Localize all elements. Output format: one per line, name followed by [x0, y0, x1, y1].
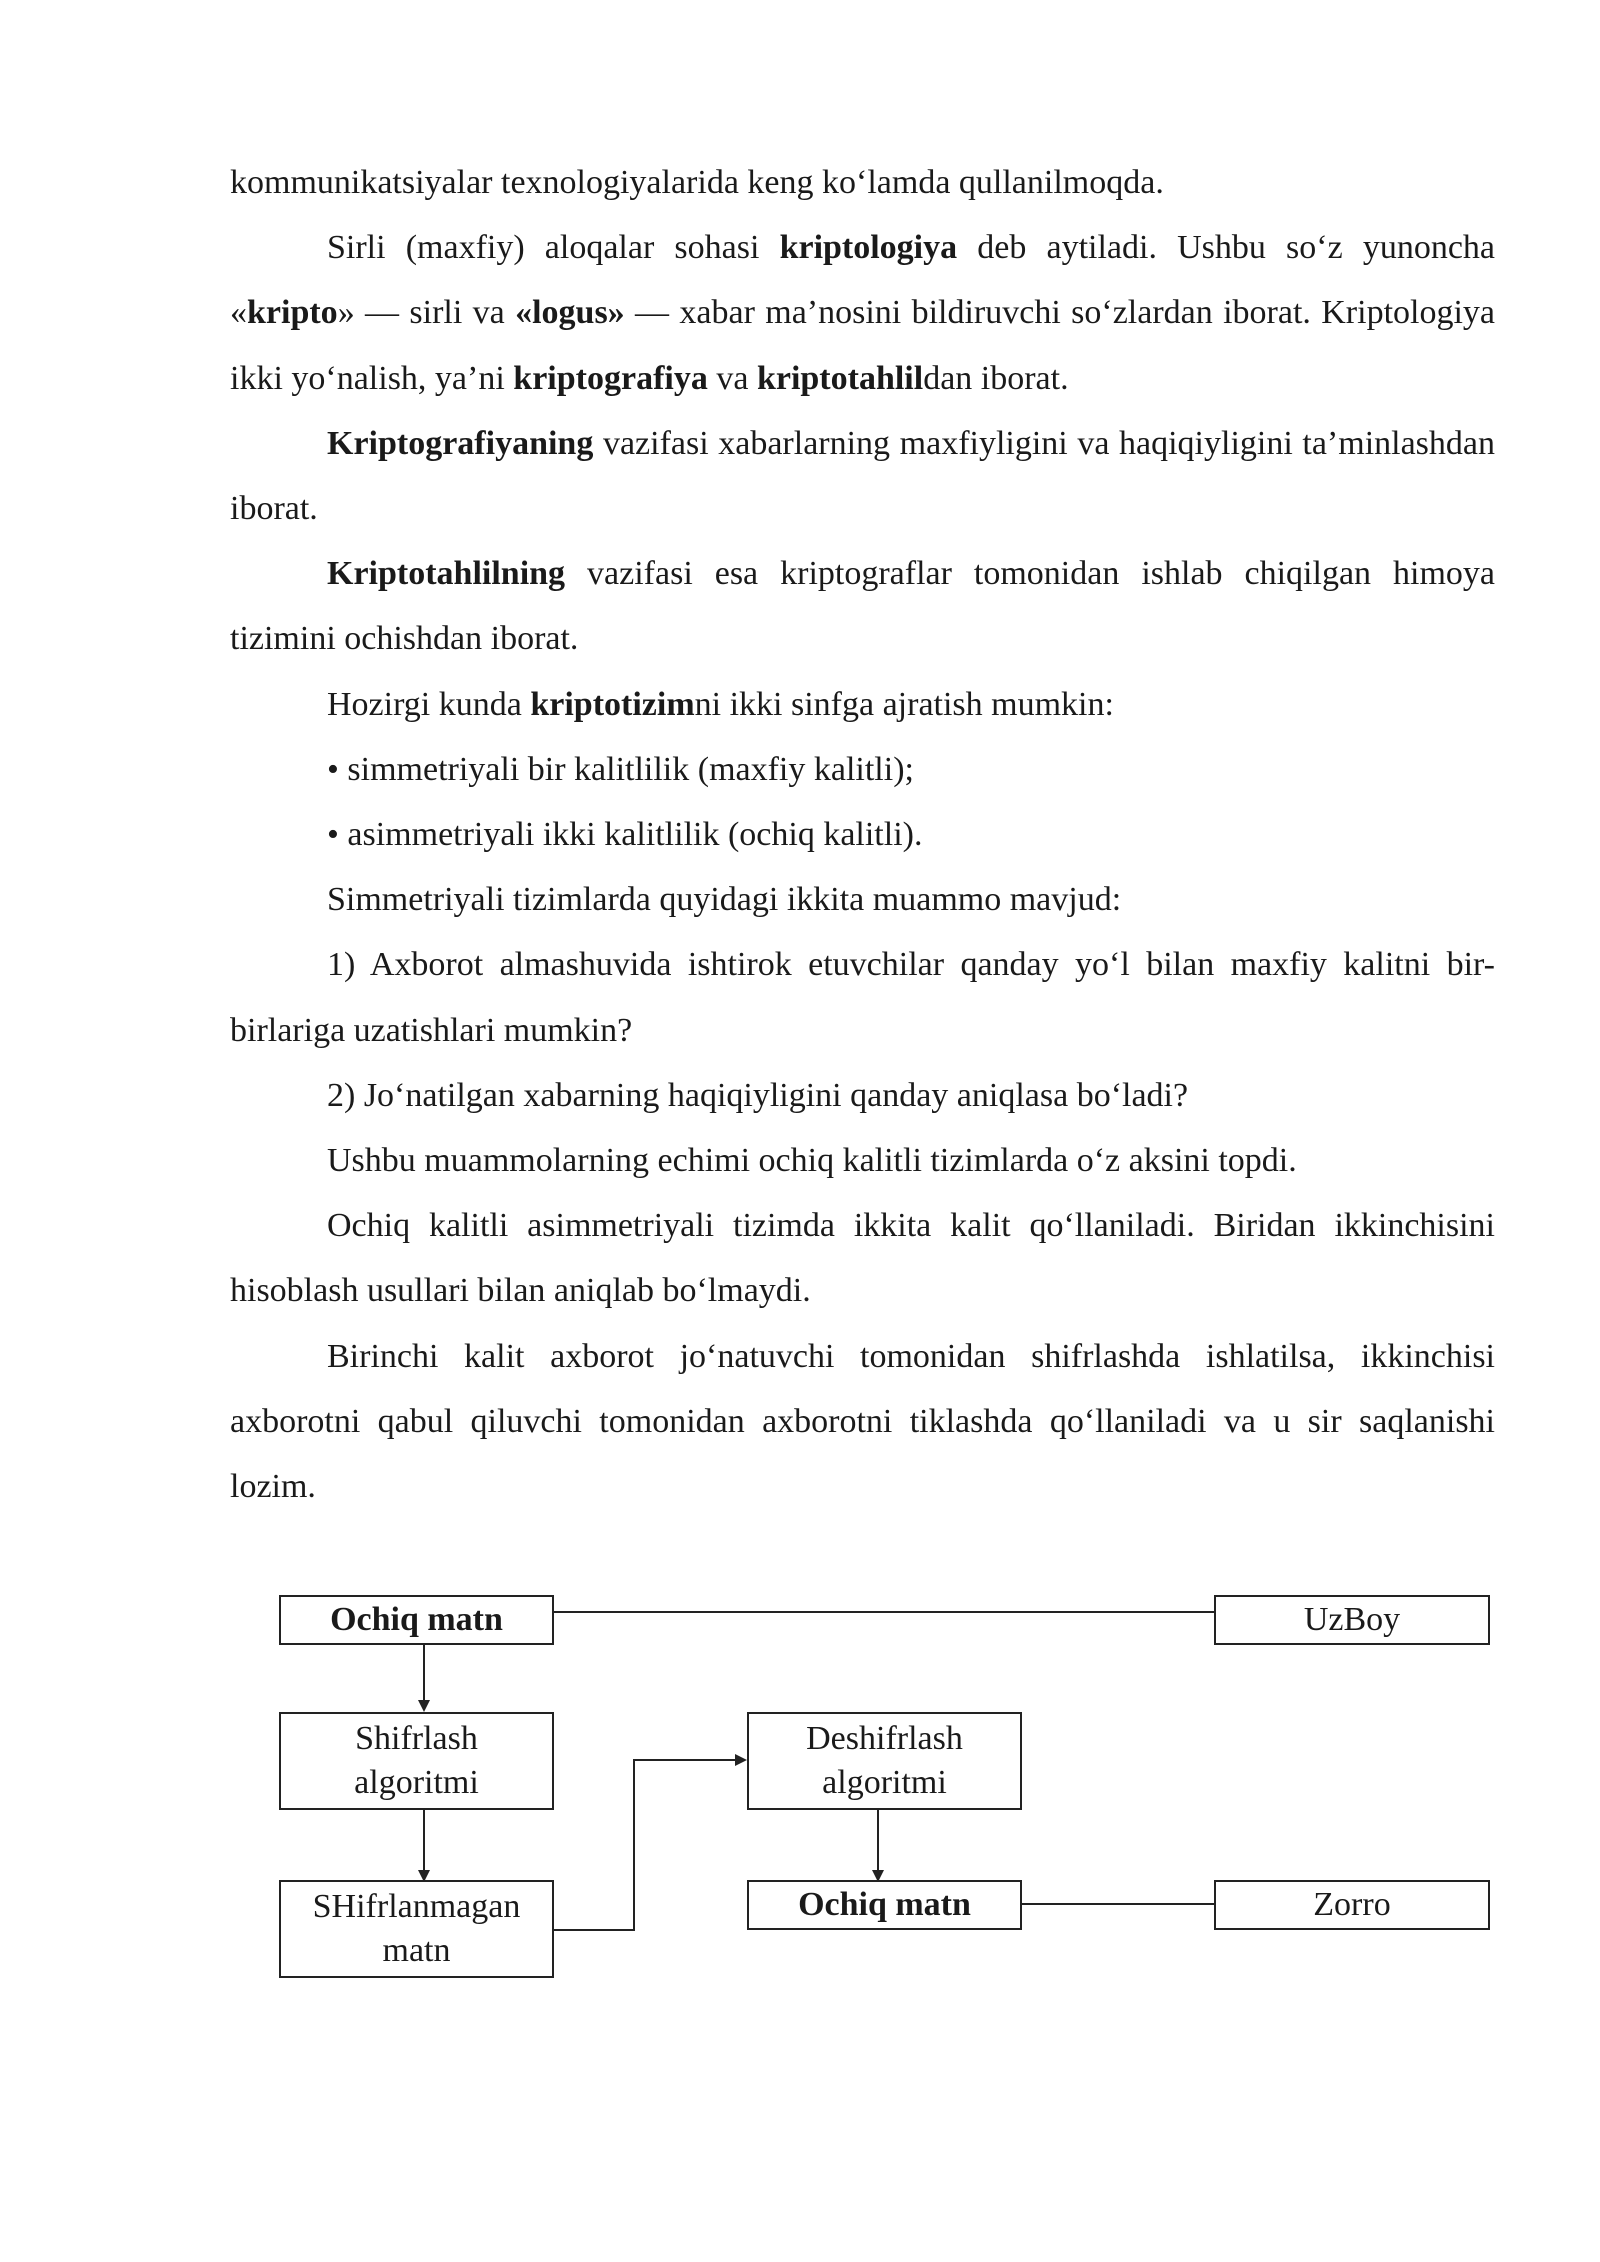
text-run: Ushbu muammolarning echimi ochiq kalitli tizimlarda o‘z aksini topdi.: [327, 1142, 1297, 1180]
zorro-box: Zorro: [1214, 1880, 1490, 1930]
text-run: dan iborat.: [923, 359, 1069, 397]
text-run: 1) Axborot almashuvida ishtirok etuvchilar qanday yo‘l bilan maxfiy kalitni bir-birlariga uzatishlari mumkin?: [230, 946, 1495, 1049]
text-run: » — sirli va: [337, 294, 516, 332]
paragraph: [230, 867, 1495, 932]
encrypt-algorithm-box: Shifrlash algoritmi: [279, 1712, 554, 1810]
text-run: Birinchi kalit axborot jo‘natuvchi tomonidan shifrlashda ishlatilsa, ikkinchisi axborotni qabul qiluvchi tomonidan axborotni tiklashda qo‘llaniladi va u sir saqlanishi lozim.: [230, 1337, 1495, 1506]
bold-term: «logus»: [515, 294, 625, 332]
paragraph: [230, 672, 1495, 737]
bold-term: kriptografiya: [513, 359, 708, 397]
paragraph: [230, 150, 1495, 215]
text-run: va: [707, 359, 757, 397]
list-item: [230, 737, 1495, 802]
text-run: deb aytiladi. Ushbu so‘z yunoncha «: [230, 229, 1495, 332]
paragraph: [230, 1193, 1495, 1323]
text-run: • simmetriyali bir kalitlilik (maxfiy kalitli);: [327, 750, 914, 788]
paragraph: [230, 541, 1495, 671]
text-run: Sirli (maxfiy) aloqalar sohasi: [327, 229, 780, 267]
paragraph: [230, 932, 1495, 1062]
bold-term: Kriptotahlilning: [327, 555, 566, 593]
paragraph: [230, 1128, 1495, 1193]
text-run: — xabar ma’nosini bildiruvchi so‘zlardan iborat. Kriptologiya ikki yo‘nalish, ya’ni: [230, 294, 1496, 397]
bold-term: kriptotahlil: [756, 359, 924, 397]
crypto-flow-diagram: [0, 1560, 1600, 2020]
paragraph: [230, 1324, 1495, 1520]
uzboy-box: UzBoy: [1214, 1595, 1490, 1645]
text-run: vazifasi esa kriptograflar tomonidan ishlab chiqilgan himoya tizimini ochishdan iborat.: [230, 555, 1495, 658]
decrypt-algorithm-box: Deshifrlash algoritmi: [747, 1712, 1022, 1810]
text-run: Ochiq kalitli asimmetriyali tizimda ikkita kalit qo‘llaniladi. Biridan ikkinchisini hisoblash usullari bilan aniqlab bo‘lmaydi.: [230, 1207, 1495, 1310]
bold-term: kripto: [247, 294, 338, 332]
text-run: kommunikatsiyalar texnologiyalarida keng ko‘lamda qullanilmoqda.: [230, 164, 1164, 201]
bold-term: Kriptografiyaning: [327, 424, 594, 462]
paragraph: [230, 411, 1495, 541]
bold-term: kriptologiya: [779, 229, 958, 267]
text-run: Simmetriyali tizimlarda quyidagi ikkita muammo mavjud:: [327, 881, 1122, 919]
text-run: vazifasi xabarlarning maxfiyligini va haqiqiyligini ta’minlashdan iborat.: [230, 424, 1495, 528]
paragraph: [230, 215, 1495, 411]
bold-term: kriptotizim: [530, 685, 695, 723]
open-text-box: Ochiq matn: [279, 1595, 554, 1645]
paragraph: [230, 1063, 1495, 1128]
list-item: [230, 802, 1495, 867]
text-run: Hozirgi kunda: [327, 685, 531, 723]
open-text-box-bottom: Ochiq matn: [747, 1880, 1022, 1930]
arrow-cipher-to-decrypt: [553, 1760, 745, 1930]
text-run: ni ikki sinfga ajratish mumkin:: [694, 685, 1114, 723]
cipher-text-box: SHifrlanmagan matn: [279, 1880, 554, 1978]
body-text: [230, 150, 1495, 1519]
text-run: 2) Jo‘natilgan xabarning haqiqiyligini qanday aniqlasa bo‘ladi?: [327, 1076, 1189, 1114]
text-run: • asimmetriyali ikki kalitlilik (ochiq kalitli).: [327, 816, 923, 854]
